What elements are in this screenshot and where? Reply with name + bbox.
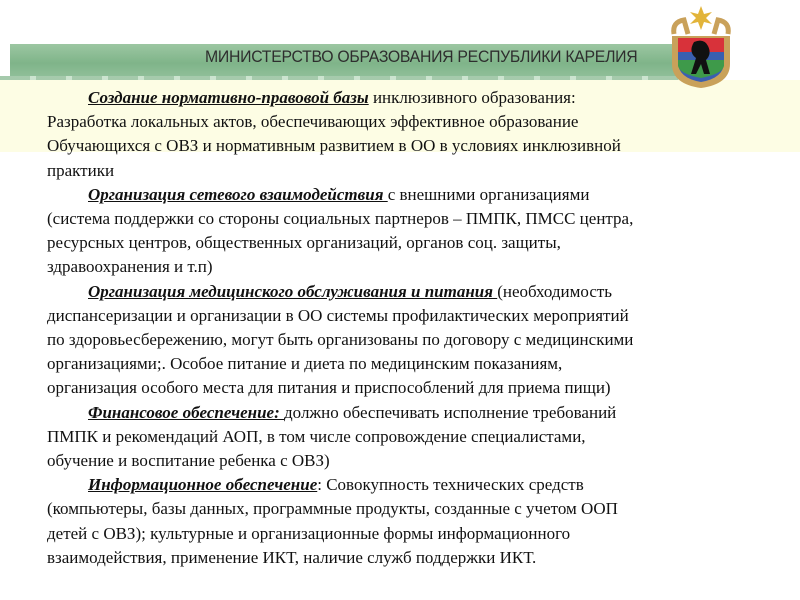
paragraph-network-interaction (47, 183, 767, 280)
paragraph-line: диспансеризации и организации в ОО системы профилактических мероприятий (47, 305, 629, 325)
slide-body (47, 86, 767, 570)
paragraph-line: организация особого места для питания и приспособлений для приема пищи) (47, 378, 611, 398)
paragraph-text: с внешними организациями (387, 184, 590, 204)
paragraph-line: (компьютеры, базы данных, программные продукты, созданные с учетом ООП (47, 499, 618, 519)
paragraph-heading: Организация сетевого взаимодействия (88, 184, 388, 204)
paragraph-line: практики (47, 160, 115, 180)
paragraph-informational (47, 473, 767, 570)
karelia-coat-of-arms-icon (664, 4, 738, 90)
paragraph-line: детей с ОВЗ); культурные и организационные формы информационного (47, 523, 571, 543)
paragraph-text: (необходимость (497, 281, 613, 301)
paragraph-financial (47, 401, 767, 474)
paragraph-line: ресурсных центров, общественных организаций, органов соц. защиты, (47, 233, 561, 253)
ministry-title: МИНИСТЕРСТВО ОБРАЗОВАНИЯ РЕСПУБЛИКИ КАРЕЛИЯ (205, 47, 638, 66)
paragraph-line: взаимодействия, применение ИКТ, наличие служб поддержки ИКТ. (47, 547, 537, 567)
paragraph-heading: Создание нормативно-правовой базы (88, 88, 369, 107)
paragraph-medical-service (47, 280, 767, 401)
paragraph-heading: Информационное обеспечение (88, 475, 318, 495)
paragraph-text: инклюзивного образования: (368, 88, 576, 107)
paragraph-heading: Организация медицинского обслуживания и питания (88, 281, 498, 301)
paragraph-line: организациями;. Особое питание и диета по медицинским показаниям, (47, 354, 563, 374)
paragraph-heading: Финансовое обеспечение: (88, 402, 285, 422)
paragraph-line: ПМПК и рекомендаций АОП, в том числе сопровождение специалистами, (47, 426, 586, 446)
paragraph-line: (система поддержки со стороны социальных партнеров – ПМПК, ПМСС центра, (47, 209, 634, 229)
paragraph-text: должно обеспечивать исполнение требований (284, 402, 617, 422)
paragraph-normative-base (47, 86, 767, 183)
paragraph-line: здравоохранения и т.п) (47, 257, 213, 277)
paragraph-line: по здоровьесбережению, могут быть организованы по договору с медицинскими (47, 330, 634, 350)
paragraph-line: Обучающихся с ОВЗ и нормативным развитием в ОО в условиях инклюзивной (47, 136, 621, 156)
paragraph-line: Разработка локальных актов, обеспечивающих эффективное образование (47, 112, 579, 132)
paragraph-text: : Совокупность технических средств (317, 475, 584, 495)
paragraph-line: обучение и воспитание ребенка с ОВЗ) (47, 451, 330, 471)
